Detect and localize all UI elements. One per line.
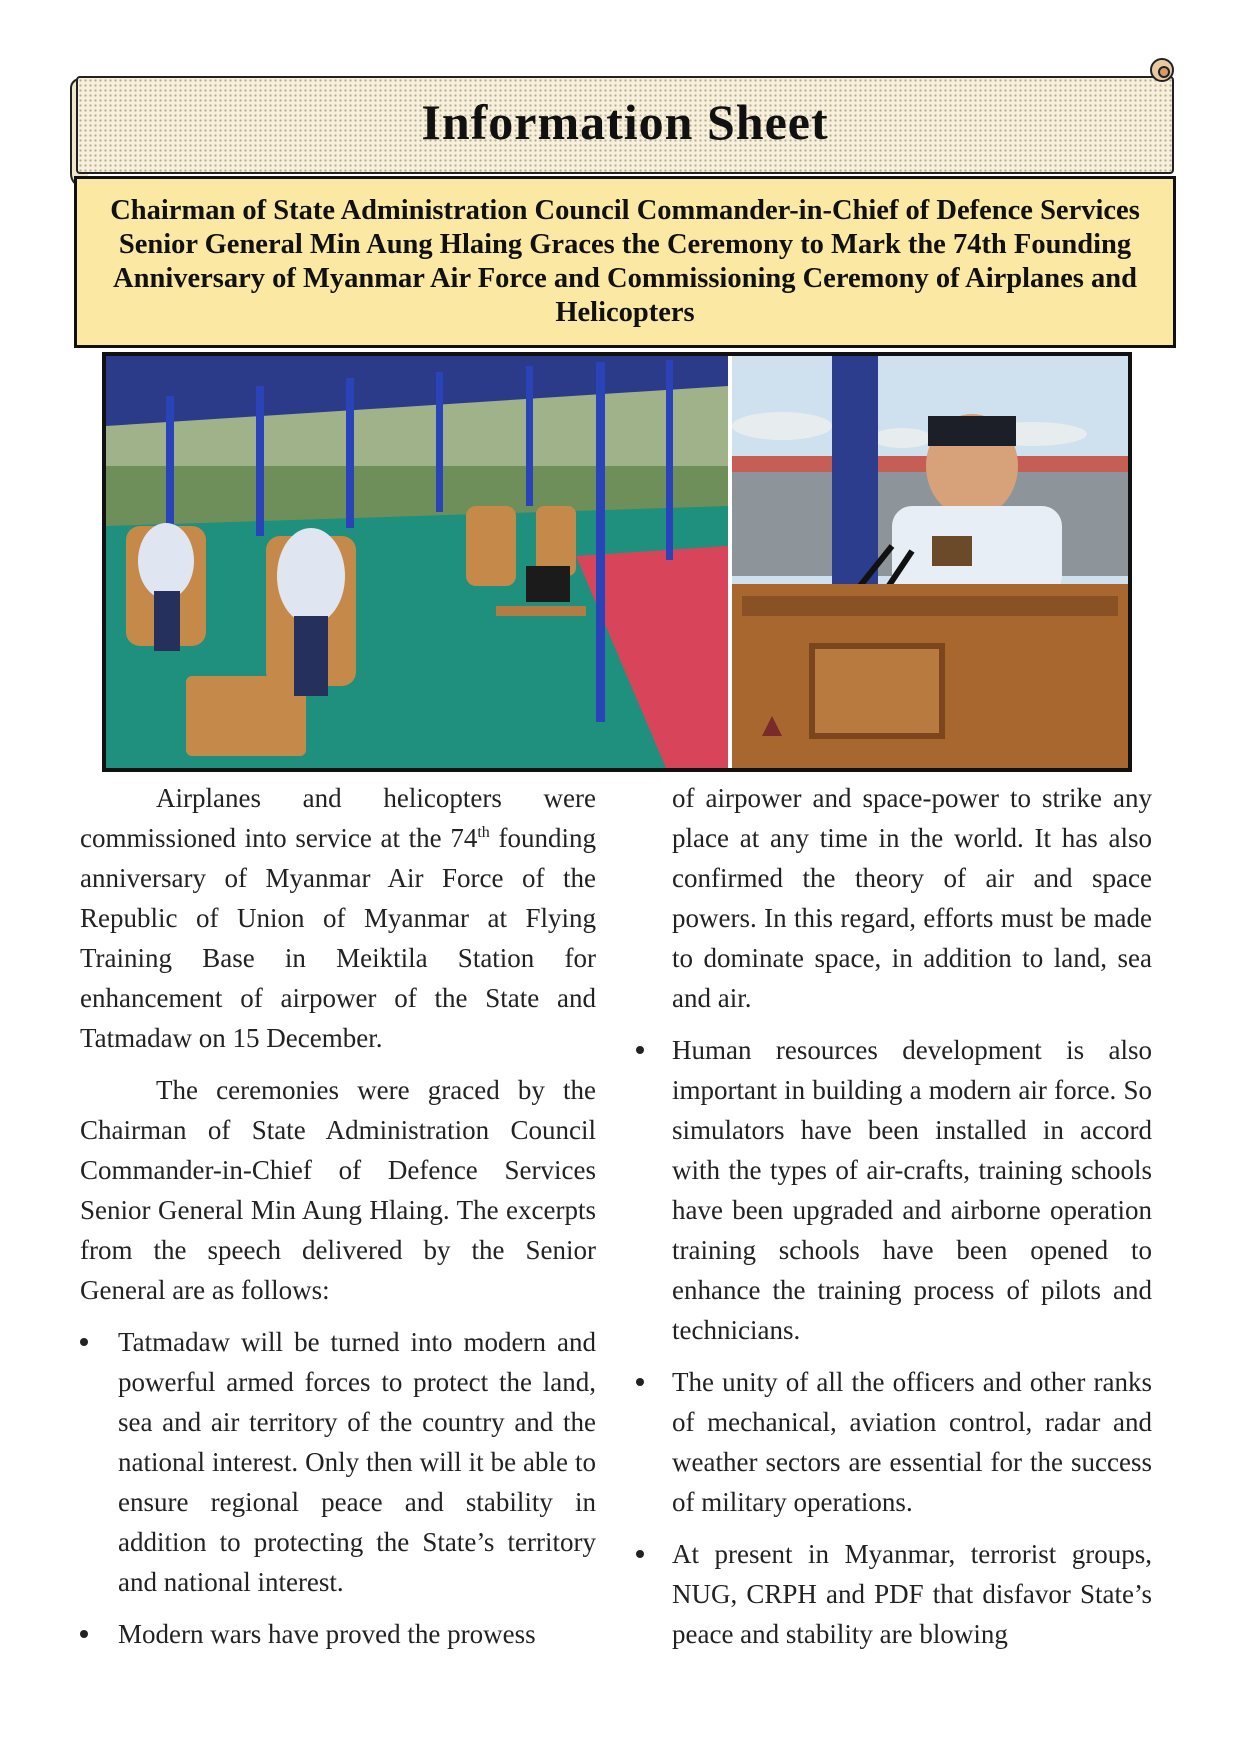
ordinal-suffix: th [477, 824, 490, 841]
speech-bullet-list-left [80, 1322, 596, 1654]
bullet-text: Tatmadaw will be turned into modern and powerful armed forces to protect the land, sea and air territory of the country and the national interest. Only then will it be able to ensure regional peace and stability in addition to protecting the State’s territory and national interest. [118, 1327, 596, 1597]
paragraph-intro-text-a: Airplanes and helicopters were commissioned into service at the 74 [80, 783, 596, 853]
headline-box [74, 176, 1176, 348]
bullet-dot-icon [80, 1630, 88, 1638]
paragraph-intro-text-b: founding anniversary of Myanmar Air Force of the Republic of Union of Myanmar at Flying Training Base in Meiktila Station for enhancement of airpower of the State and Tatmadaw on 15 December. [80, 823, 596, 1053]
speech-bullet-list-right [672, 1030, 1152, 1654]
bullet-item [80, 1322, 596, 1602]
bullet-text: Human resources development is also important in building a modern air force. So simulators have been installed in accord with the types of air-crafts, training schools have been upgraded and airborne operation training schools have been opened to enhance the training process of pilots and technicians. [672, 1035, 1152, 1345]
bullet-text: At present in Myanmar, terrorist groups, NUG, CRPH and PDF that disfavor State’s peace and stability are blowing [672, 1539, 1152, 1649]
paragraph-intro [80, 778, 596, 1058]
bullet-dot-icon [636, 1378, 644, 1386]
body-column-left [80, 778, 596, 1666]
ceremony-audience-photo [106, 356, 728, 768]
bullet-item [672, 1534, 1152, 1654]
photo-frame [102, 352, 1132, 772]
paragraph-ceremony: The ceremonies were graced by the Chairman of State Administration Council Commander-in-Chief of Defence Services Senior General Min Aung Hlaing. The excerpts from the speech delivered by the Senior General are as follows: [80, 1075, 596, 1305]
speaker-at-podium-photo [732, 356, 1128, 768]
bullet-text: The unity of all the officers and other ranks of mechanical, aviation control, radar and weather sectors are essential for the success of military operations. [672, 1367, 1152, 1517]
bullet-continuation: of airpower and space-power to strike any place at any time in the world. It has also confirmed the theory of air and space powers. In this regard, efforts must be made to dominate space, in addition to land, sea and air. [672, 783, 1152, 1013]
bullet-item [672, 1030, 1152, 1350]
bullet-item [672, 1362, 1152, 1522]
page-title: Information Sheet [421, 94, 829, 150]
headline-text: Chairman of State Administration Council Commander-in-Chief of Defence Services Senior General Min Aung Hlaing Graces the Ceremony to Mark the 74th Founding Anniversary of Myanmar Air Force and Commissioning Ceremony of Airplanes and Helicopters [110, 195, 1140, 328]
scroll-curl-right [1150, 58, 1174, 82]
bullet-dot-icon [80, 1338, 88, 1346]
bullet-dot-icon [636, 1046, 644, 1054]
body-column-right [672, 778, 1152, 1666]
bullet-item [80, 1614, 596, 1654]
bullet-text: Modern wars have proved the prowess [118, 1619, 536, 1649]
bullet-dot-icon [636, 1550, 644, 1558]
